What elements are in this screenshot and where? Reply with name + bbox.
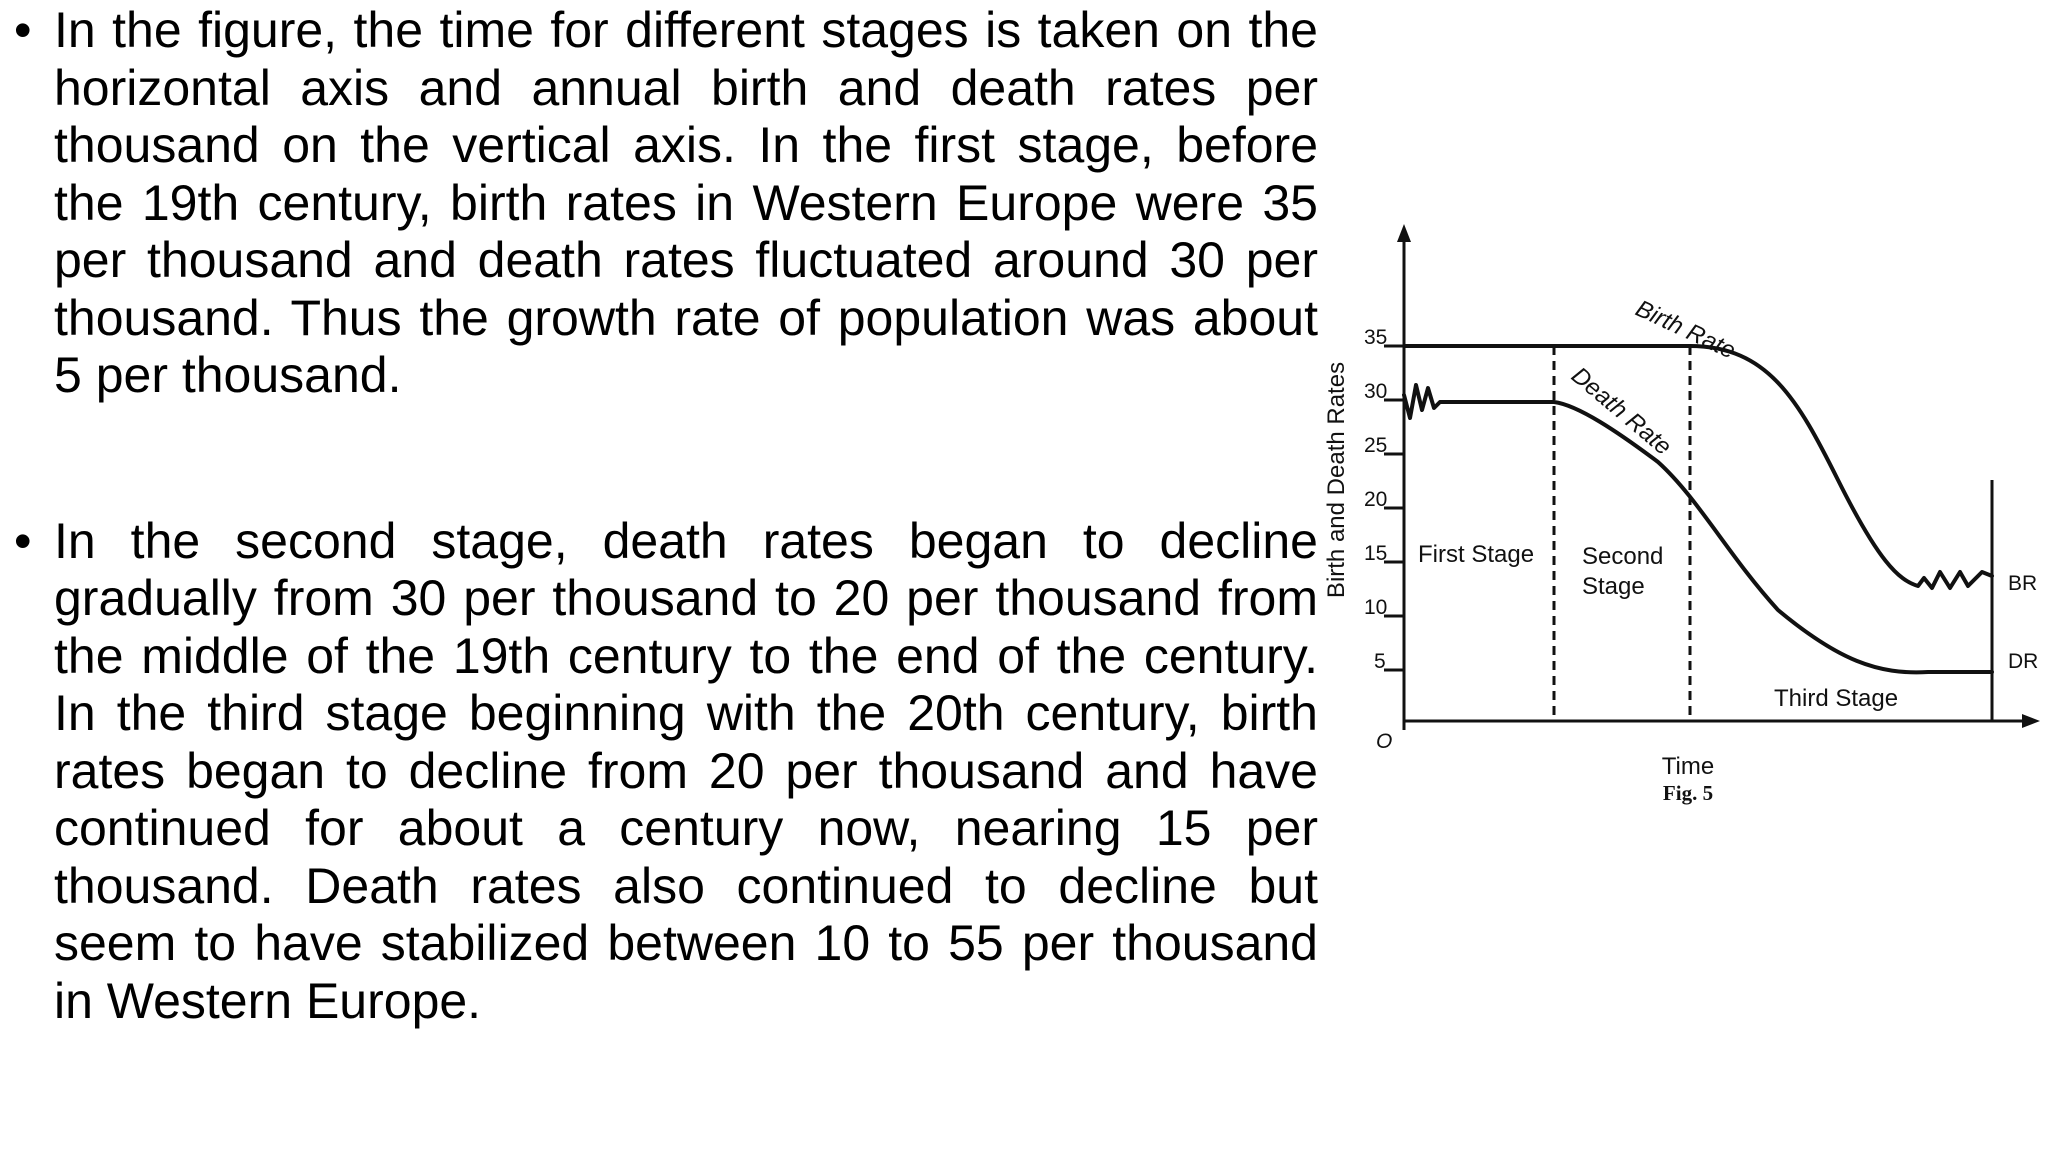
br-end-label: BR [2008,572,2038,595]
y-tick-label: 20 [1364,488,1388,511]
y-tick-label: 10 [1364,596,1388,619]
y-tick-label: 25 [1364,434,1388,457]
x-axis-arrowhead [2022,714,2040,728]
y-tick-label: 5 [1374,650,1386,673]
bullet-paragraph-1: • In the figure, the time for different stages is taken on the horizontal axis and annual birth and death rates per thousand on the vertical axis. In the first stage, before the 19th century, birth rates in Western Europe were 35 per thousand and death rates fluctuated around 30 per thousand. Thus the growth rate of population was about 5 per thousand. [14,2,1318,405]
bullet-paragraph-2: • In the second stage, death rates began to decline gradually from 30 per thousand to 20 per thousand from the middle of the 19th century to the end of the century. In the third stage beginning with the 20th century, birth rates began to decline from 20 per thousand and have continued for about a century now, nearing 15 per thousand. Death rates also continued to decline but seem to have stabilized between 10 to 55 per thousand in Western Europe. [14,513,1318,1031]
y-tick-label: 15 [1364,542,1388,565]
chart-svg [1318,220,2048,840]
death-rate-line [1404,385,1992,672]
origin-label: O [1376,730,1393,753]
x-axis-title: Time [1661,753,1715,780]
stage-label-second-line2: Stage [1582,573,1645,600]
stage-label-second-line1: Second [1582,543,1664,570]
y-tick-label: 30 [1364,380,1388,403]
dr-end-label: DR [2008,650,2039,673]
demographic-transition-chart [1318,220,2048,840]
y-axis-arrowhead [1397,224,1411,242]
y-tick-label: 35 [1364,326,1388,349]
y-axis-title: Birth and Death Rates [1323,361,1350,599]
death-rate-label: Death Rate [1566,361,1677,461]
birth-rate-label: Birth Rate [1631,294,1740,365]
stage-label-first: First Stage [1418,541,1535,568]
stage-label-third: Third Stage [1774,685,1899,712]
figure-caption: Fig. 5 [1662,781,1714,805]
slide-text [14,2,1318,1030]
